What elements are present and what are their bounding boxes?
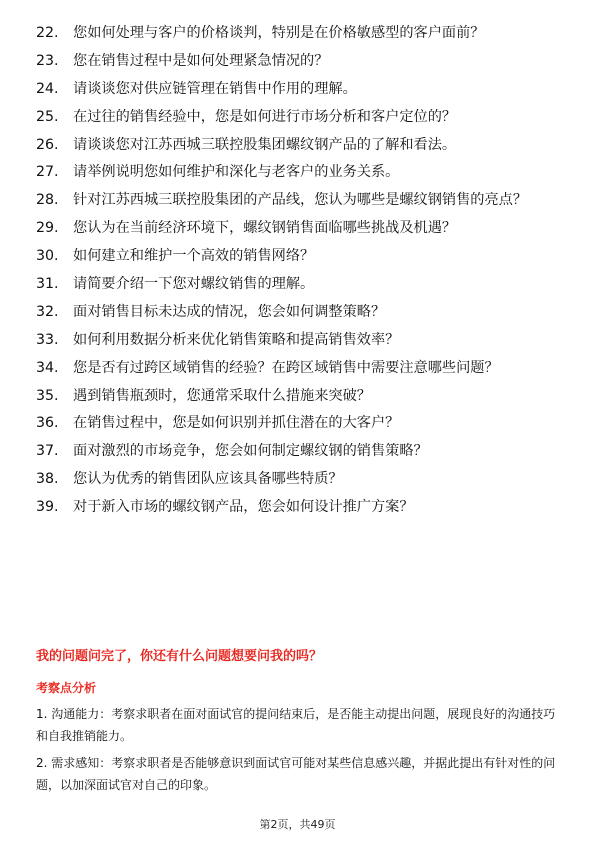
page-footer: 第2页，共49页 — [259, 818, 336, 831]
question-number: 25. — [36, 108, 59, 125]
question-text: 针对江苏西城三联控股集团的产品线，您认为哪些是螺纹钢销售的亮点？ — [73, 192, 528, 209]
question-number: 37. — [36, 443, 59, 460]
question-number: 23. — [36, 52, 59, 69]
question-item — [36, 331, 556, 351]
question-text: 您如何处理与客户的价格谈判，特别是在价格敏感型的客户面前？ — [73, 25, 485, 41]
question-text: 您在销售过程中是如何处理紧急情况的？ — [73, 52, 329, 69]
question-number: 39. — [36, 499, 59, 516]
question-item — [36, 108, 556, 128]
question-item — [36, 387, 556, 407]
analysis-item: 2. 需求感知：考察求职者是否能够意识到面试官可能对某些信息感兴趣，并据此提出有针对性的问题，以加深面试官对自己的印象。 — [36, 756, 556, 792]
question-item — [36, 52, 556, 72]
question-number: 24. — [36, 80, 59, 97]
question-text: 您认为在当前经济环境下，螺纹钢销售面临哪些挑战及机遇？ — [73, 220, 457, 237]
question-number: 34. — [36, 359, 59, 376]
question-number: 30. — [36, 248, 59, 265]
question-number: 28. — [36, 192, 59, 209]
question-text: 在销售过程中，您是如何识别并抓住潜在的大客户？ — [73, 415, 400, 432]
question-list — [36, 24, 556, 526]
question-text: 面对激烈的市场竞争，您会如何制定螺纹钢的销售策略？ — [73, 443, 428, 460]
question-item — [36, 219, 556, 239]
question-text: 如何建立和维护一个高效的销售网络？ — [73, 248, 315, 265]
question-text: 遇到销售瓶颈时，您通常采取什么措施来突破？ — [73, 387, 371, 404]
question-text: 对于新入市场的螺纹钢产品，您会如何设计推广方案？ — [73, 499, 414, 516]
question-item — [36, 498, 556, 518]
question-text: 请谈谈您对供应链管理在销售中作用的理解。 — [73, 80, 357, 97]
question-number: 31. — [36, 276, 59, 293]
question-number: 33. — [36, 331, 59, 348]
question-item — [36, 442, 556, 462]
question-text: 请谈谈您对江苏西城三联控股集团螺纹钢产品的了解和看法。 — [73, 136, 457, 153]
question-text: 请举例说明您如何维护和深化与老客户的业务关系。 — [73, 164, 400, 181]
question-number: 38. — [36, 471, 59, 488]
question-item — [36, 275, 556, 295]
question-number: 32. — [36, 303, 59, 320]
followup-question: 我的问题问完了，你还有什么问题想要问我的吗？ — [36, 649, 323, 664]
question-item — [36, 247, 556, 267]
question-number: 29. — [36, 220, 59, 237]
question-item — [36, 359, 556, 379]
question-item — [36, 136, 556, 156]
question-number: 22. — [36, 25, 59, 41]
question-number: 36. — [36, 415, 59, 432]
question-text: 如何利用数据分析来优化销售策略和提高销售效率？ — [73, 331, 400, 348]
question-item — [36, 80, 556, 100]
question-item — [36, 414, 556, 434]
question-text: 面对销售目标未达成的情况，您会如何调整策略？ — [73, 303, 386, 320]
question-number: 27. — [36, 164, 59, 181]
question-item — [36, 470, 556, 490]
question-text: 您认为优秀的销售团队应该具备哪些特质？ — [73, 471, 343, 488]
question-text: 您是否有过跨区域销售的经验？在跨区域销售中需要注意哪些问题？ — [73, 359, 499, 376]
question-item — [36, 191, 556, 211]
question-item — [36, 163, 556, 183]
analysis-list — [36, 703, 562, 801]
question-number: 26. — [36, 136, 59, 153]
analysis-item: 1. 沟通能力：考察求职者在面对面试官的提问结束后，是否能主动提出问题，展现良好的沟通技巧和自我推销能力。 — [36, 707, 556, 743]
question-item — [36, 24, 556, 44]
question-text: 在过往的销售经验中，您是如何进行市场分析和客户定位的？ — [73, 108, 457, 125]
question-text: 请简要介绍一下您对螺纹销售的理解。 — [73, 276, 315, 293]
question-item — [36, 303, 556, 323]
question-number: 35. — [36, 387, 59, 404]
analysis-title: 考察点分析 — [36, 681, 97, 695]
